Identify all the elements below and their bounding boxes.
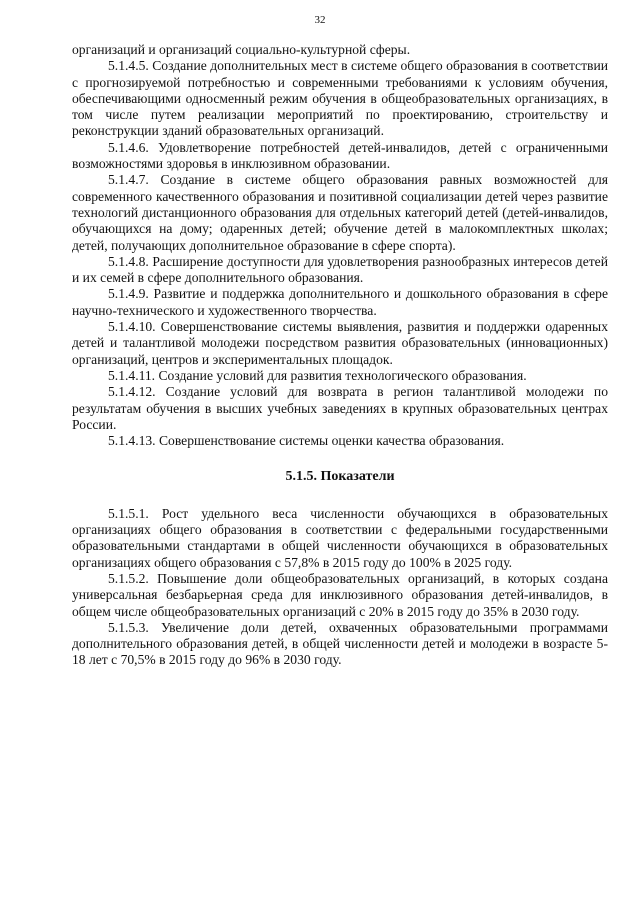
paragraph-5-1-4-6: 5.1.4.6. Удовлетворение потребностей детей-инвалидов, детей с ограниченными возможностями здоровья в инклюзивном образовании.	[72, 139, 608, 172]
paragraph-5-1-4-9: 5.1.4.9. Развитие и поддержка дополнительного и дошкольного образования в сфере научно-технического и художественного творчества.	[72, 286, 608, 318]
paragraph-5-1-5-2: 5.1.5.2. Повышение доли общеобразовательных организаций, в которых создана универсальная безбарьерная среда для инклюзивного образования детей-инвалидов, в общем числе общеобразовательных организаций с 20% в 2015 году до 35% в 2030 году.	[72, 570, 608, 619]
paragraph-5-1-4-12: 5.1.4.12. Создание условий для возврата в регион талантливой молодежи по результатам обучения в высших учебных заведениях в крупных образовательных центрах России.	[72, 384, 608, 432]
paragraph-5-1-5-3: 5.1.5.3. Увеличение доли детей, охваченных образовательными программами дополнительного образования детей, в общей численности детей и молодежи в возрасте 5-18 лет с 70,5% в 2015 году до 96% в 2030 году.	[72, 619, 608, 668]
paragraph-5-1-4-8: 5.1.4.8. Расширение доступности для удовлетворения разнообразных интересов детей и их семей в сфере дополнительного образования.	[72, 253, 608, 286]
paragraph-continuation: организаций и организаций социально-культурной сферы.	[72, 42, 411, 57]
paragraph-5-1-4-7: 5.1.4.7. Создание в системе общего образования равных возможностей для современного качественного образования и позитивной социализации детей через развитие технологий дистанционного образования для отдельных категорий детей (детей-инвалидов, обучающихся на дому; одаренных детей; обучение детей в малокомплектных школах; детей, получающих дополнительное образование в сфере спорта).	[72, 172, 608, 253]
paragraph-5-1-4-5: 5.1.4.5. Создание дополнительных мест в системе общего образования в соответствии с прогнозируемой потребностью и современными требованиями к условиям обучения, обеспечивающими односменный режим обучения в общеобразовательных организациях, в том числе путем реализации мероприятий по проектированию, строительству и реконструкции зданий образовательных организаций.	[72, 58, 608, 139]
paragraph-5-1-5-1: 5.1.5.1. Рост удельного веса численности обучающихся в образовательных организациях общего образования в соответствии с федеральными государственными образовательными стандартами в общей численности обучающихся в образовательных организациях общего образования с 57,8% в 2015 году до 100% в 2025 году.	[72, 505, 608, 570]
document-body	[72, 42, 608, 669]
paragraph-5-1-4-10: 5.1.4.10. Совершенствование системы выявления, развития и поддержки одаренных детей и талантливой молодежи посредством развития образовательных (инновационных) организаций, центров и экспериментальных площадок.	[72, 319, 608, 367]
page-number: 32	[314, 14, 326, 26]
paragraph-5-1-4-11: 5.1.4.11. Создание условий для развития технологического образования.	[108, 367, 527, 383]
section-heading-indicators: 5.1.5. Показатели	[285, 469, 395, 485]
paragraph-5-1-4-13: 5.1.4.13. Совершенствование системы оценки качества образования.	[108, 433, 505, 449]
